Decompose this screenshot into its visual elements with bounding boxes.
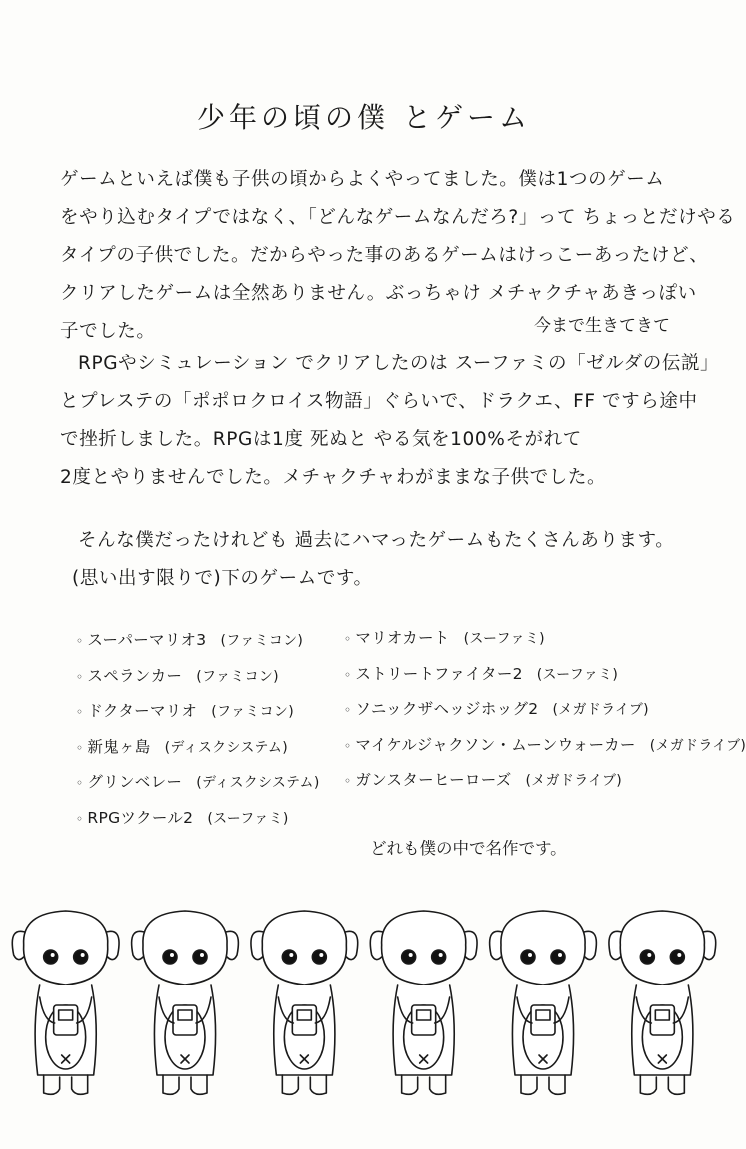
- pig-figure: [251, 911, 358, 1094]
- bullet-icon: ◦: [76, 634, 84, 648]
- pig-eye-shine-left: [170, 953, 174, 957]
- bullet-icon: ◦: [344, 738, 352, 753]
- bullet-icon: ◦: [344, 703, 352, 717]
- pig-leg-right: [72, 1075, 88, 1094]
- bullet-icon: ◦: [76, 776, 84, 790]
- game-name: ストリートファイター2: [355, 664, 523, 683]
- pig-figure: [609, 911, 716, 1094]
- pig-eye-shine-right: [677, 953, 681, 957]
- game-name: ソニックザヘッジホッグ2: [355, 700, 539, 718]
- pig-eye-left: [282, 950, 296, 964]
- pig-eye-shine-left: [409, 953, 413, 957]
- pig-eye-left: [163, 950, 177, 964]
- pig-leg-left: [163, 1075, 179, 1094]
- pig-eye-right: [74, 950, 88, 964]
- game-item: [344, 626, 545, 648]
- pig-figure: [12, 911, 119, 1094]
- game-platform: (スーファミ): [463, 631, 545, 647]
- bullet-icon: ◦: [344, 667, 352, 682]
- game-platform: (メガドライブ): [649, 737, 746, 754]
- title-part-1: 少年の頃の僕: [196, 101, 389, 134]
- text-line: ゲームといえば僕も子供の頃からよくやってました。僕は1つのゲーム: [60, 169, 665, 190]
- pig-leg-right: [310, 1075, 326, 1094]
- pig-leg-right: [191, 1075, 207, 1094]
- text-line: で挫折しました。RPGは1度 死ぬと やる気を100%そがれて: [60, 429, 582, 450]
- pig-eye-shine-right: [200, 953, 204, 957]
- text-line: 子でした。: [60, 321, 156, 342]
- game-platform: (メガドライブ): [525, 773, 623, 789]
- game-platform: (ディスクシステム): [196, 775, 320, 791]
- game-platform: (スーファミ): [536, 666, 619, 683]
- bullet-icon: ◦: [344, 632, 352, 646]
- pig-head: [143, 911, 227, 985]
- game-name: マイケルジャクソン・ムーンウォーカー: [355, 735, 636, 754]
- pig-eye-right: [670, 950, 684, 964]
- game-platform: (スーファミ): [207, 810, 289, 827]
- closing-line: どれも僕の中で名作です。: [370, 839, 567, 858]
- pig-eye-right: [193, 950, 207, 964]
- pig-head: [501, 911, 585, 985]
- pig-eye-shine-right: [558, 953, 562, 957]
- pig-head: [620, 911, 704, 985]
- pig-eye-shine-left: [51, 953, 55, 957]
- pig-eye-shine-right: [81, 953, 85, 957]
- pig-leg-left: [44, 1075, 60, 1094]
- title-part-2: とゲーム: [403, 101, 532, 134]
- aside-note: 今まで生きてきて: [534, 316, 670, 336]
- pig-eye-left: [44, 950, 58, 964]
- game-name: マリオカート: [355, 629, 450, 647]
- game-platform: (ファミコン): [211, 704, 294, 720]
- game-item: [76, 770, 320, 792]
- game-platform: (ディスクシステム): [164, 739, 288, 756]
- pig-eye-left: [402, 950, 416, 964]
- game-item: [344, 697, 649, 719]
- text-line: とプレステの「ポポロクロイス物語」ぐらいで、ドラクエ、FF ですら途中: [60, 391, 698, 412]
- pig-figure: [490, 911, 597, 1094]
- pig-leg-left: [521, 1075, 537, 1094]
- game-item: [344, 733, 746, 755]
- bullet-icon: ◦: [344, 774, 352, 788]
- pig-leg-right: [549, 1075, 565, 1094]
- pig-leg-left: [402, 1075, 418, 1094]
- bullet-icon: ◦: [76, 740, 84, 755]
- pig-leg-left: [640, 1075, 656, 1094]
- game-name: ドクターマリオ: [87, 702, 198, 720]
- game-item: [76, 664, 279, 686]
- pig-eye-shine-left: [528, 953, 532, 957]
- pig-eye-shine-right: [319, 953, 323, 957]
- pig-eye-left: [640, 950, 654, 964]
- text-line: タイプの子供でした。だからやった事のあるゲームはけっこーあったけど、: [60, 245, 709, 266]
- game-item: [76, 806, 289, 828]
- pig-eye-shine-right: [439, 953, 443, 957]
- pig-eye-right: [551, 950, 565, 964]
- game-name: ガンスターヒーローズ: [355, 771, 512, 789]
- text-line: をやり込むタイプではなく、「どんなゲームなんだろ?」って ちょっとだけやる: [60, 207, 736, 228]
- game-name: スペランカー: [87, 666, 183, 685]
- game-platform: (ファミコン): [196, 668, 279, 685]
- pig-leg-left: [282, 1075, 298, 1094]
- pig-head: [262, 911, 346, 985]
- pig-eye-right: [432, 950, 446, 964]
- pig-eye-right: [312, 950, 326, 964]
- text-line: 2度とやりませんでした。メチャクチャわがままな子供でした。: [60, 467, 607, 488]
- game-name: RPGツクール2: [87, 808, 194, 827]
- game-name: スーパーマリオ3: [87, 631, 207, 649]
- game-item: [76, 628, 303, 650]
- pig-eye-shine-left: [289, 953, 293, 957]
- game-item: [344, 768, 622, 790]
- text-line: クリアしたゲームは全然ありません。ぶっちゃけ メチャクチャあきっぽい: [60, 283, 697, 304]
- bullet-icon: ◦: [76, 669, 84, 684]
- pig-head: [24, 911, 108, 985]
- text-line: そんな僕だったけれども 過去にハマったゲームもたくさんあります。: [78, 530, 675, 551]
- game-platform: (ファミコン): [220, 633, 304, 649]
- pig-leg-right: [668, 1075, 684, 1094]
- bullet-icon: ◦: [76, 705, 84, 719]
- pig-illustration-row: [6, 905, 722, 1105]
- pig-eye-left: [521, 950, 535, 964]
- text-line: RPGやシミュレーション でクリアしたのは スーファミの「ゼルダの伝説」: [78, 353, 720, 374]
- text-line: (思い出す限りで)下のゲームです。: [72, 568, 373, 589]
- pig-figure: [370, 911, 477, 1094]
- pig-figure: [132, 911, 239, 1094]
- game-platform: (メガドライブ): [552, 702, 649, 718]
- game-item: [76, 735, 288, 757]
- pig-head: [382, 911, 466, 985]
- game-name: 新鬼ヶ島: [87, 737, 151, 756]
- game-item: [76, 699, 294, 721]
- game-name: グリンベレー: [87, 773, 183, 791]
- page-title: [0, 96, 728, 136]
- game-item: [344, 662, 618, 684]
- bullet-icon: ◦: [76, 811, 84, 826]
- pig-eye-shine-left: [647, 953, 651, 957]
- pig-leg-right: [430, 1075, 446, 1094]
